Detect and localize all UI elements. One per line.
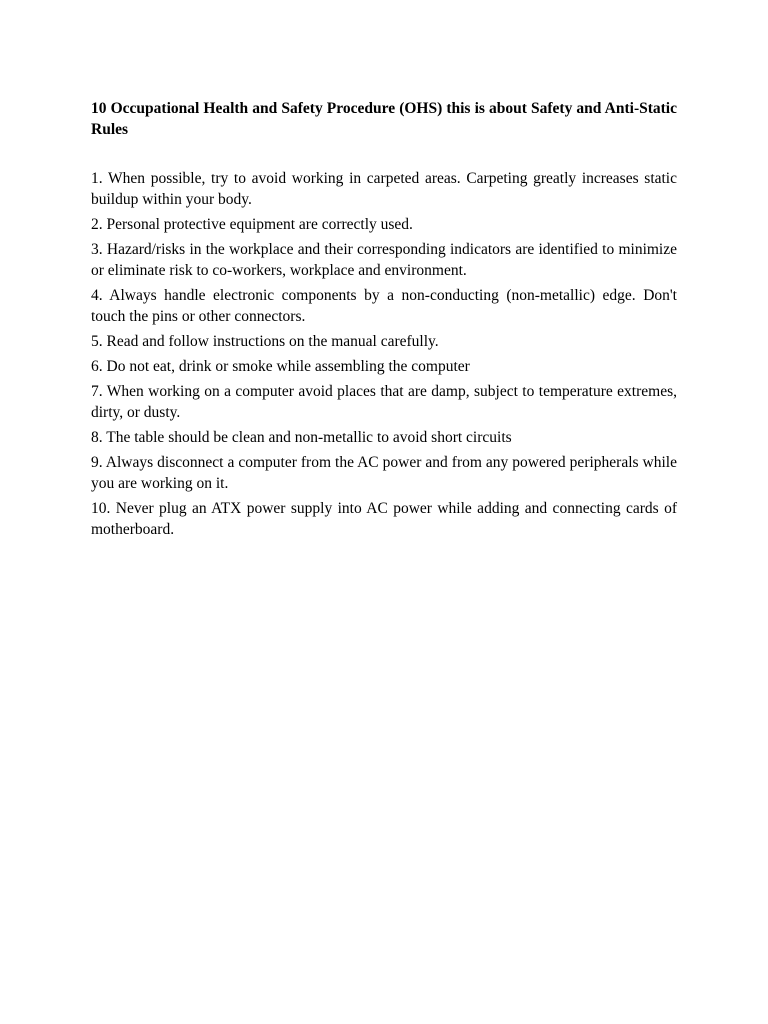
document-title: 10 Occupational Health and Safety Procedure (OHS) this is about Safety and Anti-Static Rules [91,100,677,138]
rule-item-3: 3. Hazard/risks in the workplace and their corresponding indicators are identified to minimize or eliminate risk to co-workers, workplace and environment. [91,241,677,279]
rule-item-1: 1. When possible, try to avoid working in carpeted areas. Carpeting greatly increases static buildup within your body. [91,170,677,208]
rule-item-9: 9. Always disconnect a computer from the AC power and from any powered peripherals while you are working on it. [91,454,677,492]
rules-list [91,168,677,540]
rule-item-6: 6. Do not eat, drink or smoke while assembling the computer [91,358,470,375]
rule-item-10: 10. Never plug an ATX power supply into AC power while adding and connecting cards of motherboard. [91,500,677,538]
rule-item-7: 7. When working on a computer avoid places that are damp, subject to temperature extremes, dirty, or dusty. [91,383,677,421]
rule-item-2: 2. Personal protective equipment are correctly used. [91,216,413,233]
document-page [91,98,677,544]
rule-item-4: 4. Always handle electronic components by a non-conducting (non-metallic) edge. Don't touch the pins or other connectors. [91,287,677,325]
rule-item-8: 8. The table should be clean and non-metallic to avoid short circuits [91,429,512,446]
rule-item-5: 5. Read and follow instructions on the manual carefully. [91,333,439,350]
